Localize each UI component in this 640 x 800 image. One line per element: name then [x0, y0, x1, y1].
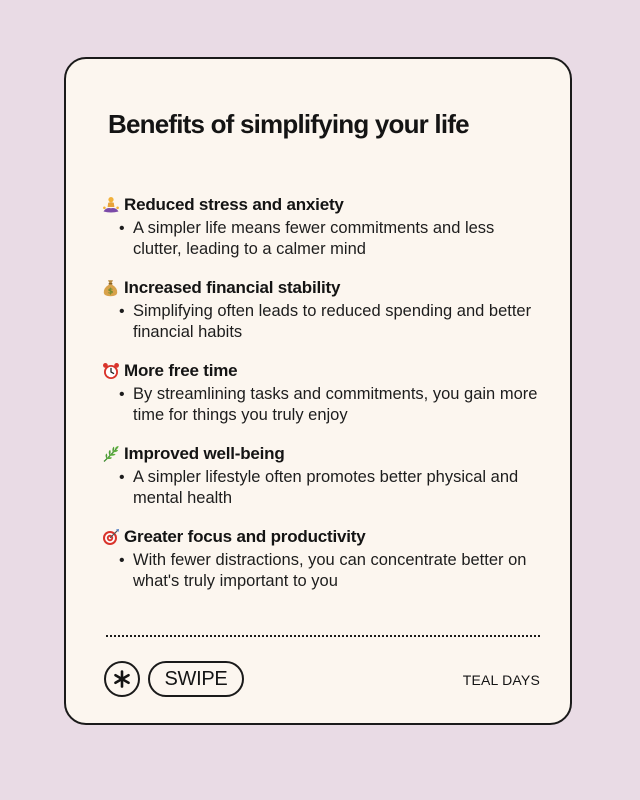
item-heading: Increased financial stability: [124, 278, 341, 297]
benefits-list: [102, 193, 542, 608]
bullseye-icon: [102, 527, 124, 547]
item-header: [102, 276, 542, 300]
card-title: Benefits of simplifying your life: [108, 109, 469, 139]
item-description: [102, 301, 542, 343]
item-description: [102, 550, 542, 592]
bullet-marker: •: [119, 386, 125, 403]
item-header: [102, 193, 542, 217]
item-heading: Improved well-being: [124, 444, 285, 463]
list-item: [102, 276, 542, 359]
bullet-marker: •: [119, 220, 125, 237]
money-bag-icon: [102, 278, 124, 298]
dotted-divider: [106, 635, 540, 637]
swipe-button[interactable]: SWIPE: [148, 661, 244, 697]
item-heading: Greater focus and productivity: [124, 527, 366, 546]
item-heading: Reduced stress and anxiety: [124, 195, 344, 214]
item-header: [102, 442, 542, 466]
item-description: [102, 467, 542, 509]
item-description: [102, 384, 542, 426]
item-description-text: A simpler life means fewer commitments and less clutter, leading to a calmer mind: [133, 219, 495, 258]
asterisk-icon: [112, 669, 132, 689]
asterisk-button[interactable]: [104, 661, 140, 697]
brand-name: TEAL DAYS: [462, 672, 540, 688]
list-item: [102, 442, 542, 525]
list-item: [102, 359, 542, 442]
bullet-marker: •: [119, 552, 125, 569]
item-description-text: With fewer distractions, you can concentrate better on what's truly important to you: [133, 551, 527, 590]
bullet-marker: •: [119, 469, 125, 486]
alarm-clock-icon: [102, 361, 124, 381]
item-header: [102, 359, 542, 383]
herb-icon: [102, 444, 124, 464]
bullet-marker: •: [119, 303, 125, 320]
list-item: [102, 525, 542, 608]
person-in-lotus-position-icon: [102, 195, 124, 215]
item-header: [102, 525, 542, 549]
item-heading: More free time: [124, 361, 238, 380]
svg-text:$: $: [107, 286, 114, 296]
item-description-text: A simpler lifestyle often promotes better physical and mental health: [133, 468, 519, 507]
item-description-text: Simplifying often leads to reduced spending and better financial habits: [133, 302, 532, 341]
item-description-text: By streamlining tasks and commitments, you gain more time for things you truly enjoy: [133, 385, 538, 424]
item-description: [102, 218, 542, 260]
content-card: [64, 57, 572, 725]
list-item: [102, 193, 542, 276]
